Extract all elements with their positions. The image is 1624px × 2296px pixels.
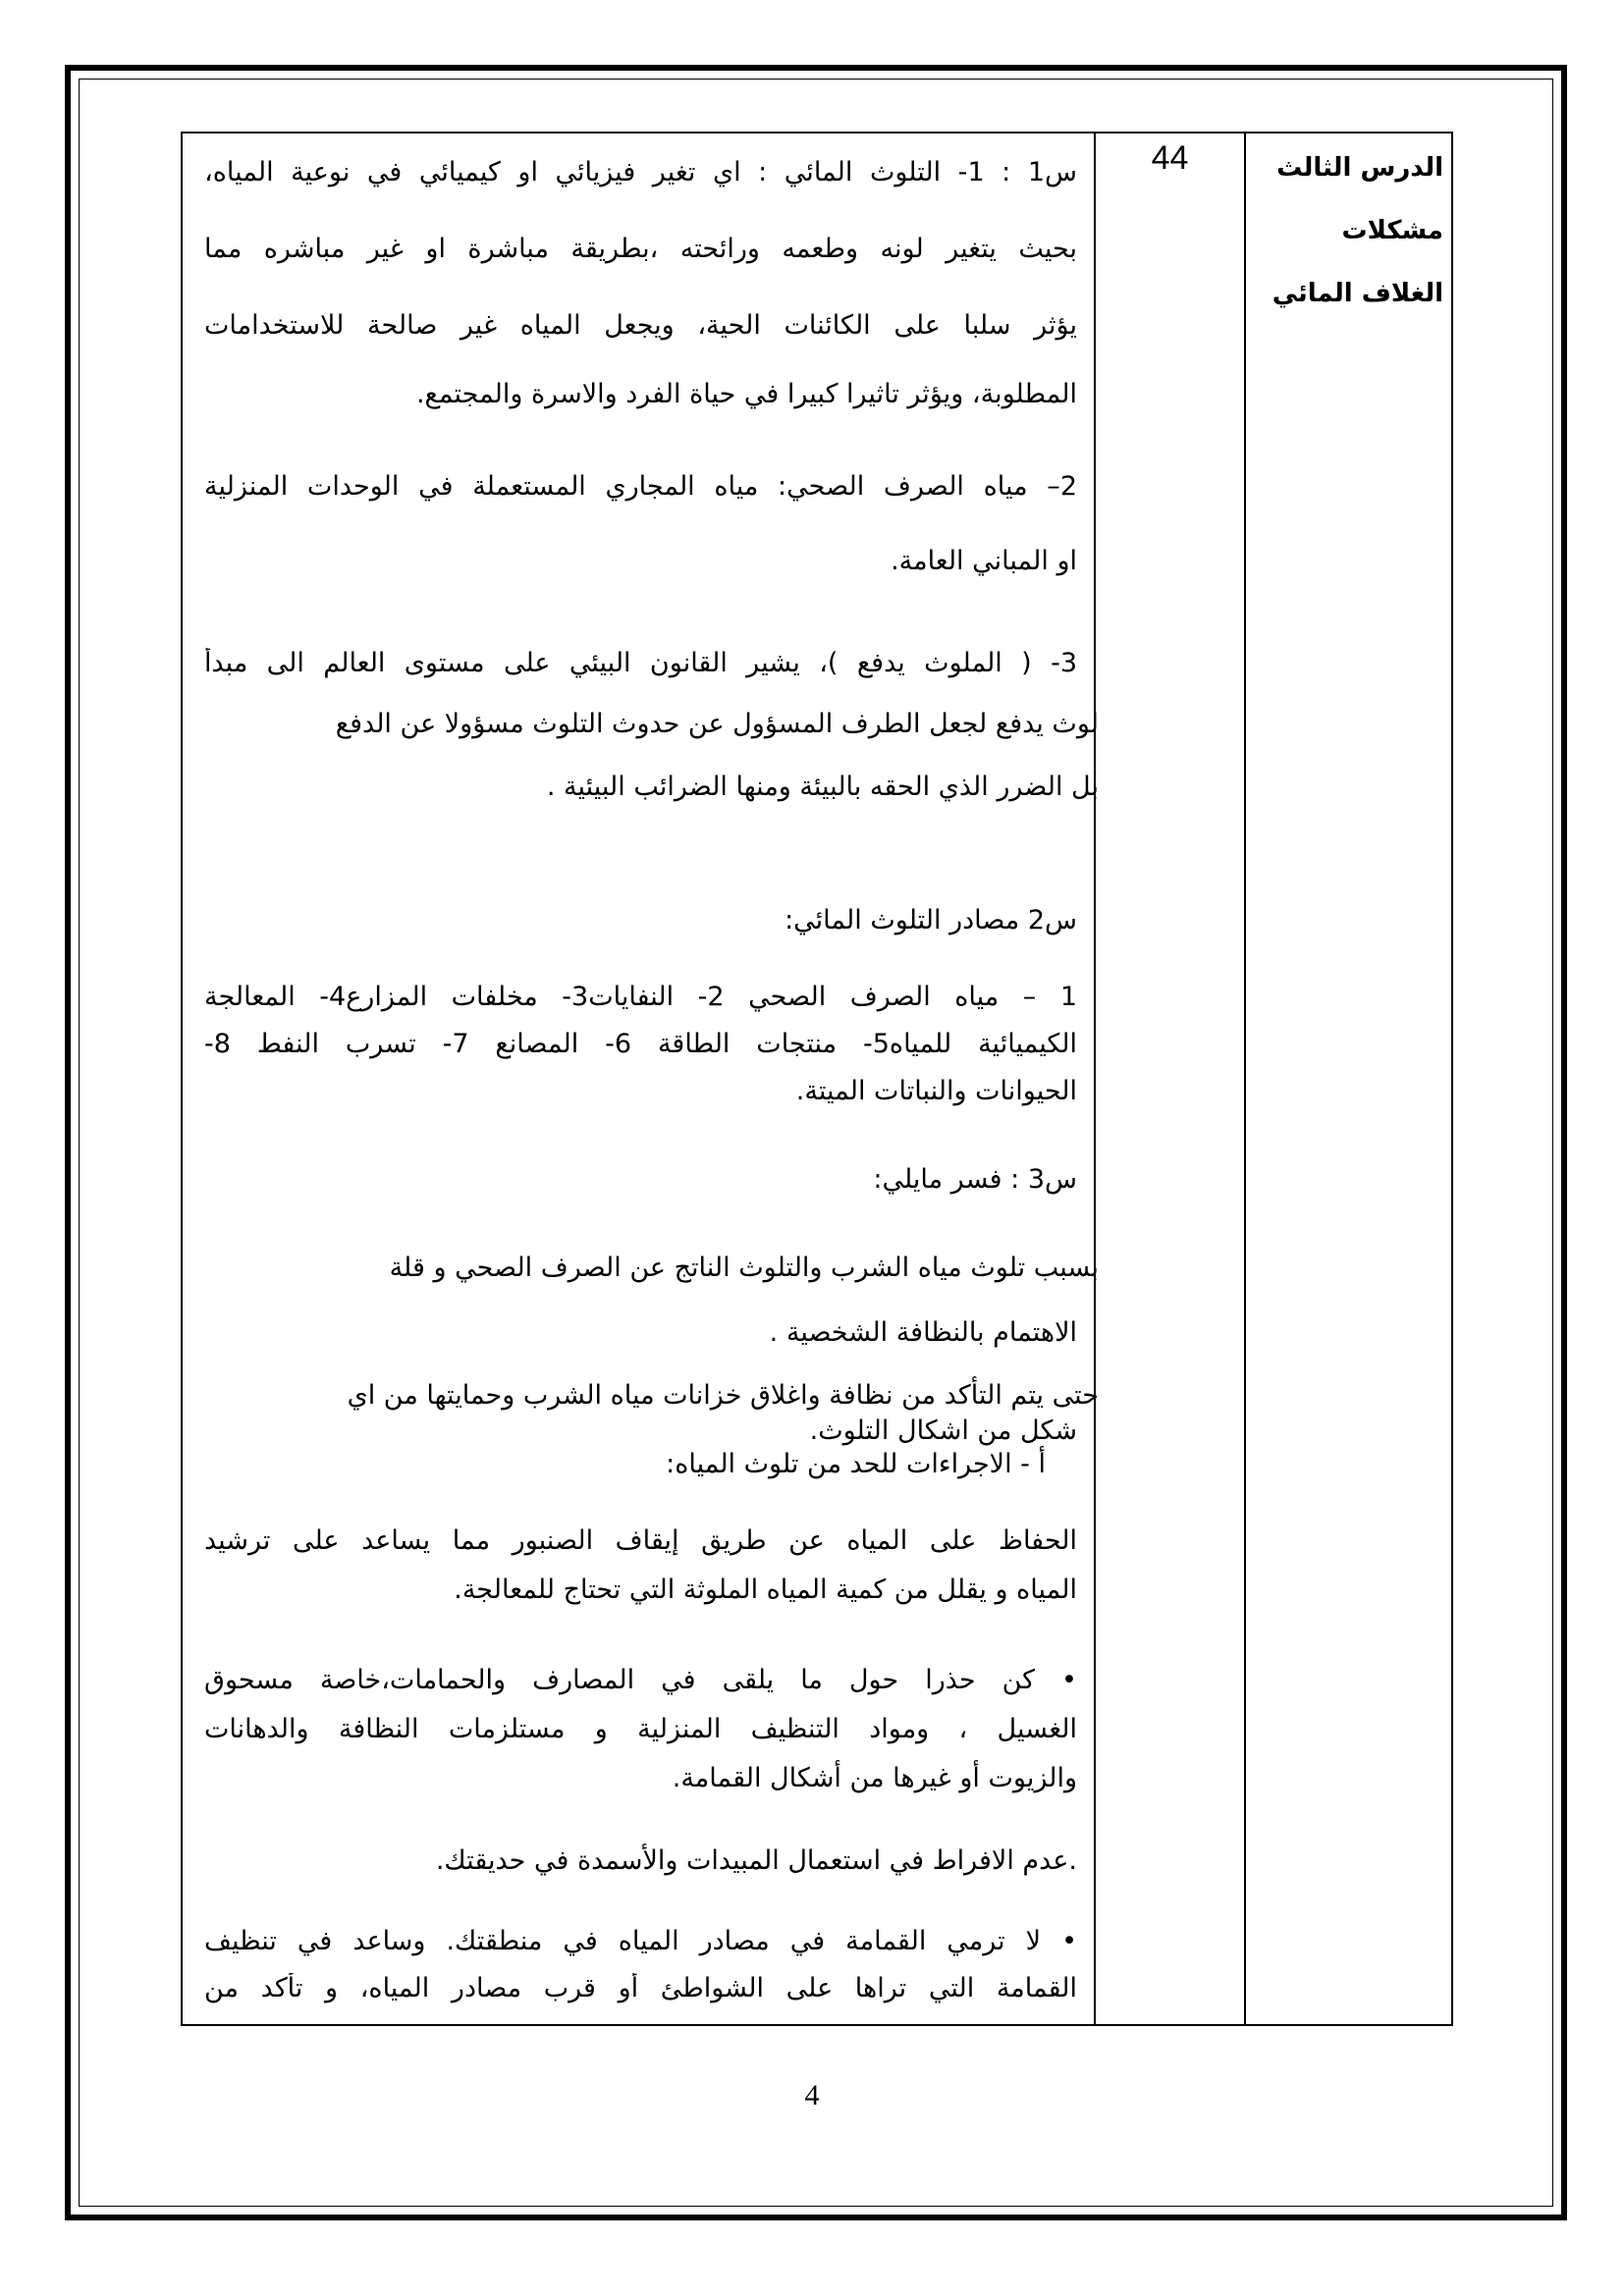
answer-line: او المباني العامة. xyxy=(891,546,1077,576)
answer-line: بل الضرر الذي الحقه بالبيئة ومنها الضرائب البيئية . xyxy=(546,772,1099,802)
question-heading: س3 : فسر مايلي: xyxy=(873,1164,1077,1195)
answer-line: القمامة التي تراها على الشواطئ أو قرب مصادر المياه، و تأكد من xyxy=(204,1973,1077,2003)
answer-line: بسبب تلوث مياه الشرب والتلوث الناتج عن الصرف الصحي و قلة xyxy=(389,1253,1099,1283)
page-number: 4 xyxy=(804,2079,820,2111)
page-ref-cell xyxy=(1095,133,1245,2024)
answer-line: يؤثر سلبا على الكائنات الحية، ويجعل المياه غير صالحة للاستخدامات xyxy=(204,310,1077,341)
answer-line: 1 – مياه الصرف الصحي 2- النفايات3- مخلفات المزارع4- المعالجة xyxy=(204,982,1077,1012)
bullet-line: • لا ترمي القمامة في مصادر المياه في منطقتك. وساعد في تنظيف xyxy=(204,1926,1077,1956)
question-heading: س2 مصادر التلوث المائي: xyxy=(785,905,1077,935)
lesson-table xyxy=(181,132,1453,2026)
answer-line: الاهتمام بالنظافة الشخصية . xyxy=(769,1317,1077,1348)
answer-line: شكل من اشكال التلوث. xyxy=(809,1415,1077,1446)
answer-line: لوث يدفع لجعل الطرف المسؤول عن حدوث التلوث مسؤولا عن الدفع xyxy=(335,709,1099,739)
lesson-title-cell xyxy=(1245,133,1455,2024)
answer-line: الغسيل ، ومواد التنظيف المنزلية و مستلزمات النظافة والدهانات xyxy=(204,1714,1077,1744)
bullet-line: • كن حذرا حول ما يلقى في المصارف والحمامات،خاصة مسحوق xyxy=(204,1665,1077,1695)
lesson-title-line: مشكلات xyxy=(1341,216,1443,245)
answer-line: 2– مياه الصرف الصحي: مياه المجاري المستعملة في الوحدات المنزلية xyxy=(204,471,1077,502)
answer-line: حتى يتم التأكد من نظافة واغلاق خزانات مياه الشرب وحمايتها من اي xyxy=(347,1380,1099,1411)
lesson-title-line: الغلاف المائي xyxy=(1272,279,1443,308)
answer-line: بحيث يتغير لونه وطعمه ورائحته ،بطريقة مباشرة او غير مباشره مما xyxy=(204,234,1077,264)
answer-line: والزيوت أو غيرها من أشكال القمامة. xyxy=(672,1763,1077,1793)
answer-line: المطلوبة، ويؤثر تاثيرا كبيرا في حياة الفرد والاسرة والمجتمع. xyxy=(415,379,1077,409)
answer-line: س1 : 1- التلوث المائي : اي تغير فيزيائي او كيميائي في نوعية المياه، xyxy=(204,157,1077,187)
answer-line: 3- ( الملوث يدفع )، يشير القانون البيئي على مستوى العالم الى مبدأ xyxy=(204,648,1077,678)
answer-heading: أ - الاجراءات للحد من تلوث المياه: xyxy=(666,1449,1046,1479)
answer-line: الحيوانات والنباتات الميتة. xyxy=(795,1076,1077,1106)
answer-line: الكيميائية للمياه5- منتجات الطاقة 6- المصانع 7- تسرب النفط 8- xyxy=(204,1029,1077,1059)
answers-cell xyxy=(183,133,1099,2024)
answer-line: .عدم الافراط في استعمال المبيدات والأسمدة في حديقتك. xyxy=(435,1845,1077,1876)
answer-line: الحفاظ على المياه عن طريق إيقاف الصنبور مما يساعد على ترشيد xyxy=(204,1525,1077,1556)
answer-line: المياه و يقلل من كمية المياه الملوثة التي تحتاج للمعالجة. xyxy=(454,1575,1077,1605)
lesson-title-line: الدرس الثالث xyxy=(1276,153,1443,183)
page-ref-number: 44 xyxy=(1151,139,1189,177)
